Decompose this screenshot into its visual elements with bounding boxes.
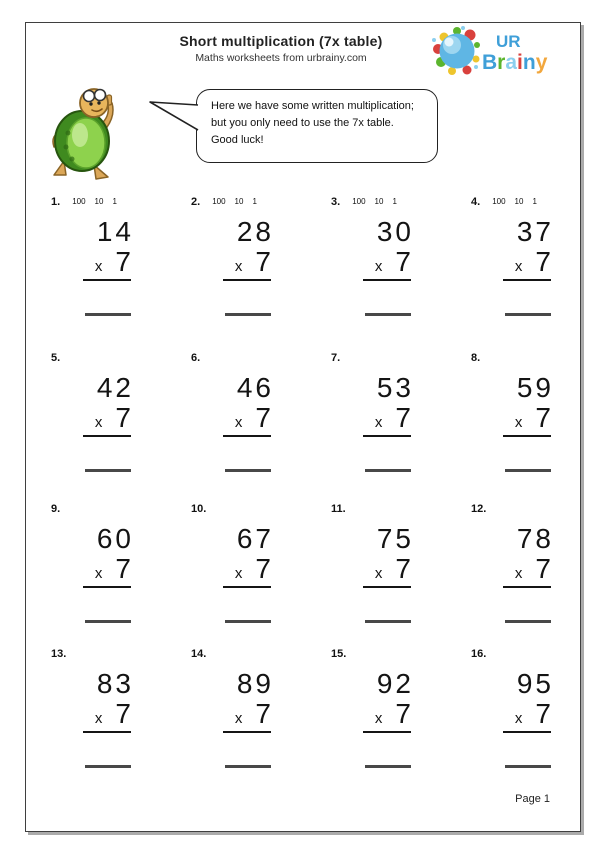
- multiplicand: 95: [516, 668, 554, 699]
- multiply-sign: x: [234, 258, 243, 275]
- problem-cell: [188, 647, 328, 792]
- problem-number: 4.: [471, 196, 481, 208]
- page-number: Page 1: [515, 793, 550, 805]
- problem-cell: [468, 351, 606, 502]
- problem-number: 11.: [331, 503, 346, 515]
- multiply-sign: x: [94, 258, 103, 275]
- multiply-sign: x: [374, 710, 383, 727]
- equals-bar: [223, 731, 271, 733]
- answer-line: [225, 313, 271, 316]
- problem-cell: [468, 195, 606, 351]
- multiplicand: 89: [236, 668, 274, 699]
- answer-line: [85, 469, 131, 472]
- logo-globe-icon: [432, 26, 480, 75]
- equals-bar: [503, 435, 551, 437]
- multiply-sign: x: [374, 565, 383, 582]
- problem-number: 13.: [51, 648, 67, 660]
- turtle-mascot-icon: [46, 83, 128, 183]
- problem-cell: [188, 351, 328, 502]
- answer-line: [505, 765, 551, 768]
- multiplier: 7: [255, 553, 271, 584]
- answer-line: [225, 469, 271, 472]
- multiplier: 7: [395, 698, 411, 729]
- equals-bar: [83, 279, 131, 281]
- equals-bar: [363, 586, 411, 588]
- multiplicand: 60: [96, 523, 134, 554]
- problem-number: 12.: [471, 503, 487, 515]
- multiply-sign: x: [374, 414, 383, 431]
- multiplicand: 28: [236, 216, 274, 247]
- problem-cell: [468, 502, 606, 647]
- answer-line: [505, 313, 551, 316]
- answer-line: [505, 469, 551, 472]
- multiplicand: 46: [236, 372, 274, 403]
- bubble-text-line2: but you only need to use the 7x table.: [211, 117, 394, 129]
- multiply-sign: x: [234, 565, 243, 582]
- problem-cell: [328, 502, 468, 647]
- multiplicand: 75: [376, 523, 414, 554]
- place-value-headers: 100 10 1: [492, 197, 537, 206]
- multiplier: 7: [115, 246, 131, 277]
- multiplier: 7: [395, 553, 411, 584]
- multiplier: 7: [115, 553, 131, 584]
- place-value-headers: 100 10 1: [212, 197, 257, 206]
- multiplier: 7: [535, 246, 551, 277]
- multiplier: 7: [535, 553, 551, 584]
- multiplier: 7: [115, 402, 131, 433]
- multiply-sign: x: [374, 258, 383, 275]
- multiplier: 7: [255, 698, 271, 729]
- equals-bar: [83, 435, 131, 437]
- equals-bar: [223, 279, 271, 281]
- equals-bar: [223, 586, 271, 588]
- multiplicand: 59: [516, 372, 554, 403]
- problem-cell: [468, 647, 606, 792]
- equals-bar: [363, 435, 411, 437]
- answer-line: [225, 765, 271, 768]
- answer-line: [225, 620, 271, 623]
- place-value-headers: 100 10 1: [72, 197, 117, 206]
- problem-number: 7.: [331, 352, 341, 364]
- multiply-sign: x: [514, 710, 523, 727]
- problem-cell: [188, 502, 328, 647]
- multiply-sign: x: [514, 258, 523, 275]
- answer-line: [365, 469, 411, 472]
- multiplier: 7: [395, 246, 411, 277]
- answer-line: [505, 620, 551, 623]
- multiplicand: 67: [236, 523, 274, 554]
- worksheet-header: [116, 33, 446, 64]
- problem-number: 1.: [51, 196, 61, 208]
- answer-line: [85, 620, 131, 623]
- multiplier: 7: [255, 246, 271, 277]
- problem-cell: [48, 502, 188, 647]
- problem-number: 9.: [51, 503, 61, 515]
- multiplicand: 53: [376, 372, 414, 403]
- multiplier: 7: [395, 402, 411, 433]
- speech-bubble-tail: [148, 100, 199, 136]
- problem-number: 8.: [471, 352, 481, 364]
- equals-bar: [363, 279, 411, 281]
- bubble-text-line1: Here we have some written multiplication;: [211, 100, 414, 112]
- logo-text-ur: UR: [496, 32, 521, 51]
- problem-number: 3.: [331, 196, 341, 208]
- answer-line: [85, 313, 131, 316]
- multiply-sign: x: [94, 414, 103, 431]
- multiply-sign: x: [234, 414, 243, 431]
- multiplier: 7: [115, 698, 131, 729]
- problem-cell: [48, 351, 188, 502]
- equals-bar: [503, 279, 551, 281]
- problem-cell: [328, 647, 468, 792]
- equals-bar: [83, 586, 131, 588]
- page-title: Short multiplication (7x table): [179, 33, 383, 49]
- multiplicand: 42: [96, 372, 134, 403]
- multiplier: 7: [255, 402, 271, 433]
- worksheet-page: [25, 22, 581, 832]
- problem-number: 5.: [51, 352, 61, 364]
- multiplicand: 37: [516, 216, 554, 247]
- multiply-sign: x: [234, 710, 243, 727]
- equals-bar: [83, 731, 131, 733]
- multiplicand: 92: [376, 668, 414, 699]
- answer-line: [85, 765, 131, 768]
- multiply-sign: x: [514, 414, 523, 431]
- multiplicand: 14: [96, 216, 134, 247]
- multiply-sign: x: [514, 565, 523, 582]
- problem-number: 2.: [191, 196, 201, 208]
- problem-number: 14.: [191, 648, 207, 660]
- answer-line: [365, 765, 411, 768]
- problem-cell: [48, 195, 188, 351]
- problem-number: 15.: [331, 648, 347, 660]
- problem-number: 6.: [191, 352, 201, 364]
- answer-line: [365, 313, 411, 316]
- multiplicand: 83: [96, 668, 134, 699]
- multiplicand: 30: [376, 216, 414, 247]
- equals-bar: [363, 731, 411, 733]
- problem-cell: [48, 647, 188, 792]
- speech-bubble: [196, 89, 438, 163]
- page-subtitle: Maths worksheets from urbrainy.com: [195, 52, 367, 64]
- problem-cell: [328, 351, 468, 502]
- problem-cell: [328, 195, 468, 351]
- place-value-headers: 100 10 1: [352, 197, 397, 206]
- equals-bar: [503, 731, 551, 733]
- multiply-sign: x: [94, 565, 103, 582]
- logo-text-brainy: Brainy: [482, 51, 548, 74]
- problem-cell: [188, 195, 328, 351]
- equals-bar: [503, 586, 551, 588]
- answer-line: [365, 620, 411, 623]
- multiply-sign: x: [94, 710, 103, 727]
- problems-grid: [48, 195, 582, 792]
- bubble-text-line3: Good luck!: [211, 134, 264, 146]
- equals-bar: [223, 435, 271, 437]
- problem-number: 16.: [471, 648, 487, 660]
- multiplicand: 78: [516, 523, 554, 554]
- urbrainy-logo: [430, 25, 572, 81]
- multiplier: 7: [535, 698, 551, 729]
- multiplier: 7: [535, 402, 551, 433]
- problem-number: 10.: [191, 503, 207, 515]
